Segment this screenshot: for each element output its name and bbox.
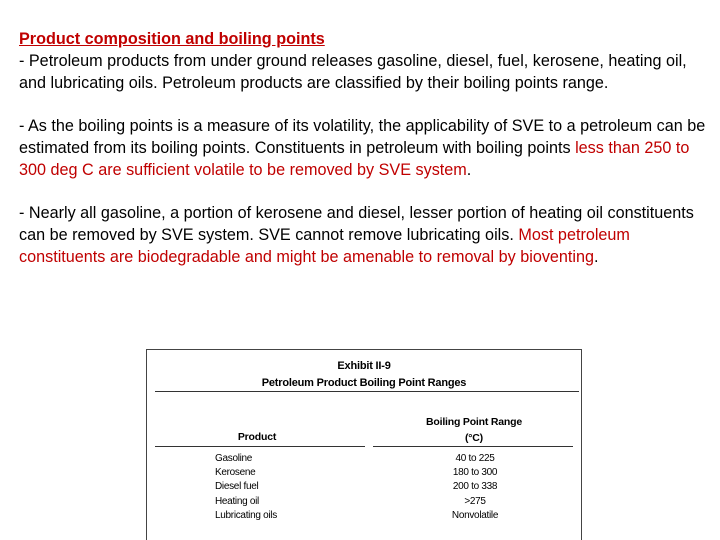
column-header-range-unit: (°C) [465,432,483,444]
table-row [147,467,581,481]
paragraph-2-end: . [466,160,472,179]
cell-range: 200 to 338 [452,481,498,493]
column-header-range: Boiling Point Range [426,416,522,428]
column-header-product: Product [237,431,277,443]
table-row [147,481,581,495]
spacer [19,182,709,204]
cell-range: >275 [464,495,486,507]
table-row [147,453,581,467]
exhibit-label: Exhibit II-9 [337,360,391,372]
spacer [19,94,709,116]
cell-range: 40 to 225 [455,453,495,464]
paragraph-3 [19,203,709,268]
cell-range: 180 to 300 [452,467,498,479]
slide-text [19,29,709,269]
paragraph-3-text: - Nearly all gasoline, a portion of kerosene and diesel, lesser portion of heating oil constituents can be removed by SVE system. SVE cannot remove lubricating oils. [19,204,694,245]
exhibit-table [146,349,582,540]
paragraph-1: - Petroleum products from under ground releases gasoline, diesel, fuel, kerosene, heating oil, and lubricating oils. Petroleum products are classified by their boiling points range. [19,51,687,92]
cell-product: Diesel fuel [215,481,259,493]
heading: Product composition and boiling points [19,30,325,48]
table-row [147,510,581,524]
title-rule [155,391,579,392]
paragraph-2-text: - As the boiling points is a measure of its volatility, the applicability of SVE to a petroleum can be estimated from its boiling points. Constituents in petroleum with boiling points [19,117,706,157]
cell-product: Lubricating oils [215,509,277,521]
header-rule-right [373,446,573,447]
cell-product: Gasoline [215,453,253,464]
cell-product: Kerosene [215,467,256,479]
exhibit-title: Petroleum Product Boiling Point Ranges [261,377,467,389]
cell-range: Nonvolatile [451,509,499,521]
paragraph-2 [19,116,709,181]
table-body [147,453,581,524]
paragraph-3-highlight: Most petroleum constituents are biodegradable and might be amenable to removal by bioventing [19,226,630,266]
header-rule-left [155,446,365,447]
paragraph-3-end: . [594,247,599,266]
paragraph-2-highlight: less than 250 to 300 deg C are sufficient volatile to be removed by SVE system [19,138,690,179]
cell-product: Heating oil [215,495,259,507]
table-row [147,496,581,510]
